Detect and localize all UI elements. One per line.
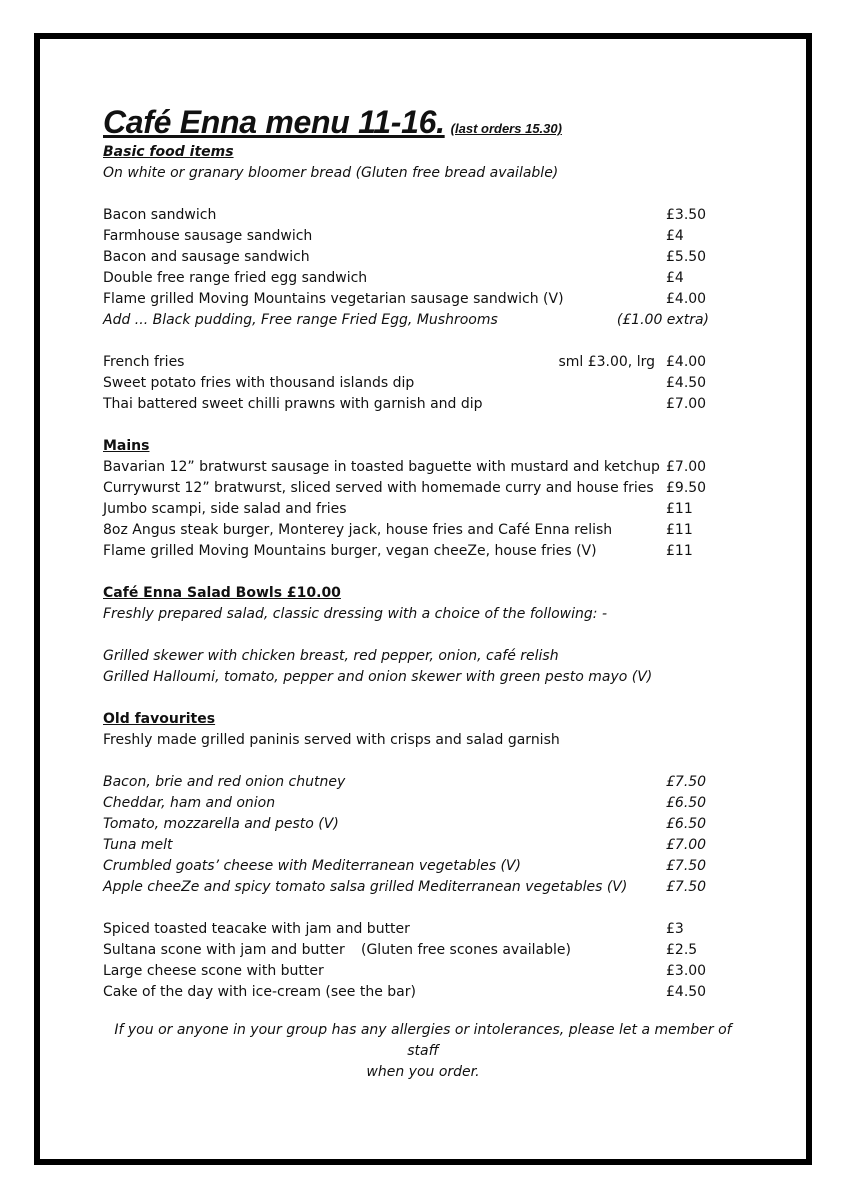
item-name: Thai battered sweet chilli prawns with garnish and dip	[103, 396, 483, 412]
section-heading-favourites: Old favourites	[103, 711, 216, 727]
item-price: £7.50	[666, 879, 707, 895]
item-price: £7.50	[666, 858, 707, 874]
menu-item	[103, 877, 743, 898]
menu-title: Café Enna menu 11-16.	[103, 104, 445, 140]
item-name: Double free range fried egg sandwich	[103, 270, 368, 286]
menu-item	[103, 835, 743, 856]
item-name: Cake of the day with ice-cream (see the bar)	[103, 984, 416, 1000]
item-price: £4.50	[666, 984, 707, 1000]
section-heading-salad: Café Enna Salad Bowls £10.00	[103, 585, 341, 601]
menu-item	[103, 247, 743, 268]
item-name: Sultana scone with jam and butter	[103, 942, 345, 958]
section-heading-mains: Mains	[103, 438, 150, 454]
size-prices: sml £3.00, lrg	[558, 354, 655, 370]
menu-item	[103, 478, 743, 499]
menu-item	[103, 793, 743, 814]
salad-option-text: Grilled Halloumi, tomato, pepper and onion skewer with green pesto mayo (V)	[103, 669, 653, 685]
gluten-free-note: (Gluten free scones available)	[361, 942, 571, 958]
item-price: £9.50	[666, 480, 707, 496]
item-name: Spiced toasted teacake with jam and butter	[103, 921, 410, 937]
last-orders-note: (last orders 15.30)	[450, 121, 562, 136]
menu-item	[103, 289, 743, 310]
item-name: Cheddar, ham and onion	[103, 795, 276, 811]
item-name: Sweet potato fries with thousand islands dip	[103, 375, 415, 391]
menu-item	[103, 541, 743, 562]
section-note-basic: On white or granary bloomer bread (Gluten free bread available)	[103, 165, 559, 181]
addon-row	[103, 310, 743, 331]
item-price: £4.00	[666, 354, 707, 370]
item-name: Tuna melt	[103, 837, 173, 853]
item-price: £6.50	[666, 816, 707, 832]
item-price: £2.5	[666, 942, 698, 958]
menu-item	[103, 226, 743, 247]
menu-item	[103, 352, 743, 373]
title-row	[103, 104, 743, 142]
item-price: £6.50	[666, 795, 707, 811]
salad-option	[103, 667, 743, 688]
item-price: £3	[666, 921, 684, 937]
item-price: £7.00	[666, 837, 707, 853]
item-name: Bacon and sausage sandwich	[103, 249, 310, 265]
item-name: Large cheese scone with butter	[103, 963, 324, 979]
menu-item	[103, 961, 743, 982]
item-name: Apple cheeZe and spicy tomato salsa grilled Mediterranean vegetables (V)	[103, 879, 628, 895]
item-name: Tomato, mozzarella and pesto (V)	[103, 816, 339, 832]
item-price: £7.50	[666, 774, 707, 790]
item-price: £4	[666, 228, 684, 244]
section-note-salad: Freshly prepared salad, classic dressing with a choice of the following: -	[103, 606, 607, 622]
menu-item	[103, 814, 743, 835]
addon-text: Add ... Black pudding, Free range Fried Egg, Mushrooms	[103, 312, 498, 328]
item-name: Currywurst 12” bratwurst, sliced served with homemade curry and house fries	[103, 480, 654, 496]
menu-item	[103, 520, 743, 541]
item-name: Farmhouse sausage sandwich	[103, 228, 313, 244]
item-name: Bacon sandwich	[103, 207, 217, 223]
allergy-notice-line2: when you order.	[366, 1064, 480, 1080]
menu-item	[103, 268, 743, 289]
item-name: Bacon, brie and red onion chutney	[103, 774, 346, 790]
item-name: Bavarian 12” bratwurst sausage in toasted baguette with mustard and ketchup	[103, 459, 660, 475]
section-note-favourites: Freshly made grilled paninis served with crisps and salad garnish	[103, 732, 560, 748]
allergy-notice	[100, 1020, 746, 1083]
item-name: Jumbo scampi, side salad and fries	[103, 501, 347, 517]
item-name: Flame grilled Moving Mountains burger, vegan cheeZe, house fries (V)	[103, 543, 597, 559]
item-price: £7.00	[666, 396, 707, 412]
menu-item	[103, 919, 743, 940]
item-price: £3.00	[666, 963, 707, 979]
allergy-notice-line1: If you or anyone in your group has any allergies or intolerances, please let a member of staff	[114, 1022, 732, 1059]
menu-item	[103, 394, 743, 415]
section-heading-basic: Basic food items	[103, 144, 234, 160]
item-price: £3.50	[666, 207, 707, 223]
menu-item	[103, 457, 743, 478]
menu-item	[103, 856, 743, 877]
item-price: £5.50	[666, 249, 707, 265]
item-price: £11	[666, 522, 693, 538]
item-price: £7.00	[666, 459, 707, 475]
menu-item	[103, 940, 743, 961]
menu-item	[103, 205, 743, 226]
menu-item	[103, 772, 743, 793]
item-price: £11	[666, 501, 693, 517]
item-name: French fries	[103, 354, 185, 370]
menu-item	[103, 373, 743, 394]
addon-price: (£1.00 extra)	[616, 312, 709, 328]
item-name: 8oz Angus steak burger, Monterey jack, house fries and Café Enna relish	[103, 522, 613, 538]
menu-content	[103, 104, 743, 1003]
salad-option	[103, 646, 743, 667]
menu-item	[103, 982, 743, 1003]
item-price: £4.00	[666, 291, 707, 307]
menu-item	[103, 499, 743, 520]
item-name: Flame grilled Moving Mountains vegetarian sausage sandwich (V)	[103, 291, 564, 307]
item-price: £4	[666, 270, 684, 286]
item-price: £4.50	[666, 375, 707, 391]
item-name: Crumbled goats’ cheese with Mediterranean vegetables (V)	[103, 858, 521, 874]
salad-option-text: Grilled skewer with chicken breast, red pepper, onion, café relish	[103, 648, 559, 664]
item-price: £11	[666, 543, 693, 559]
